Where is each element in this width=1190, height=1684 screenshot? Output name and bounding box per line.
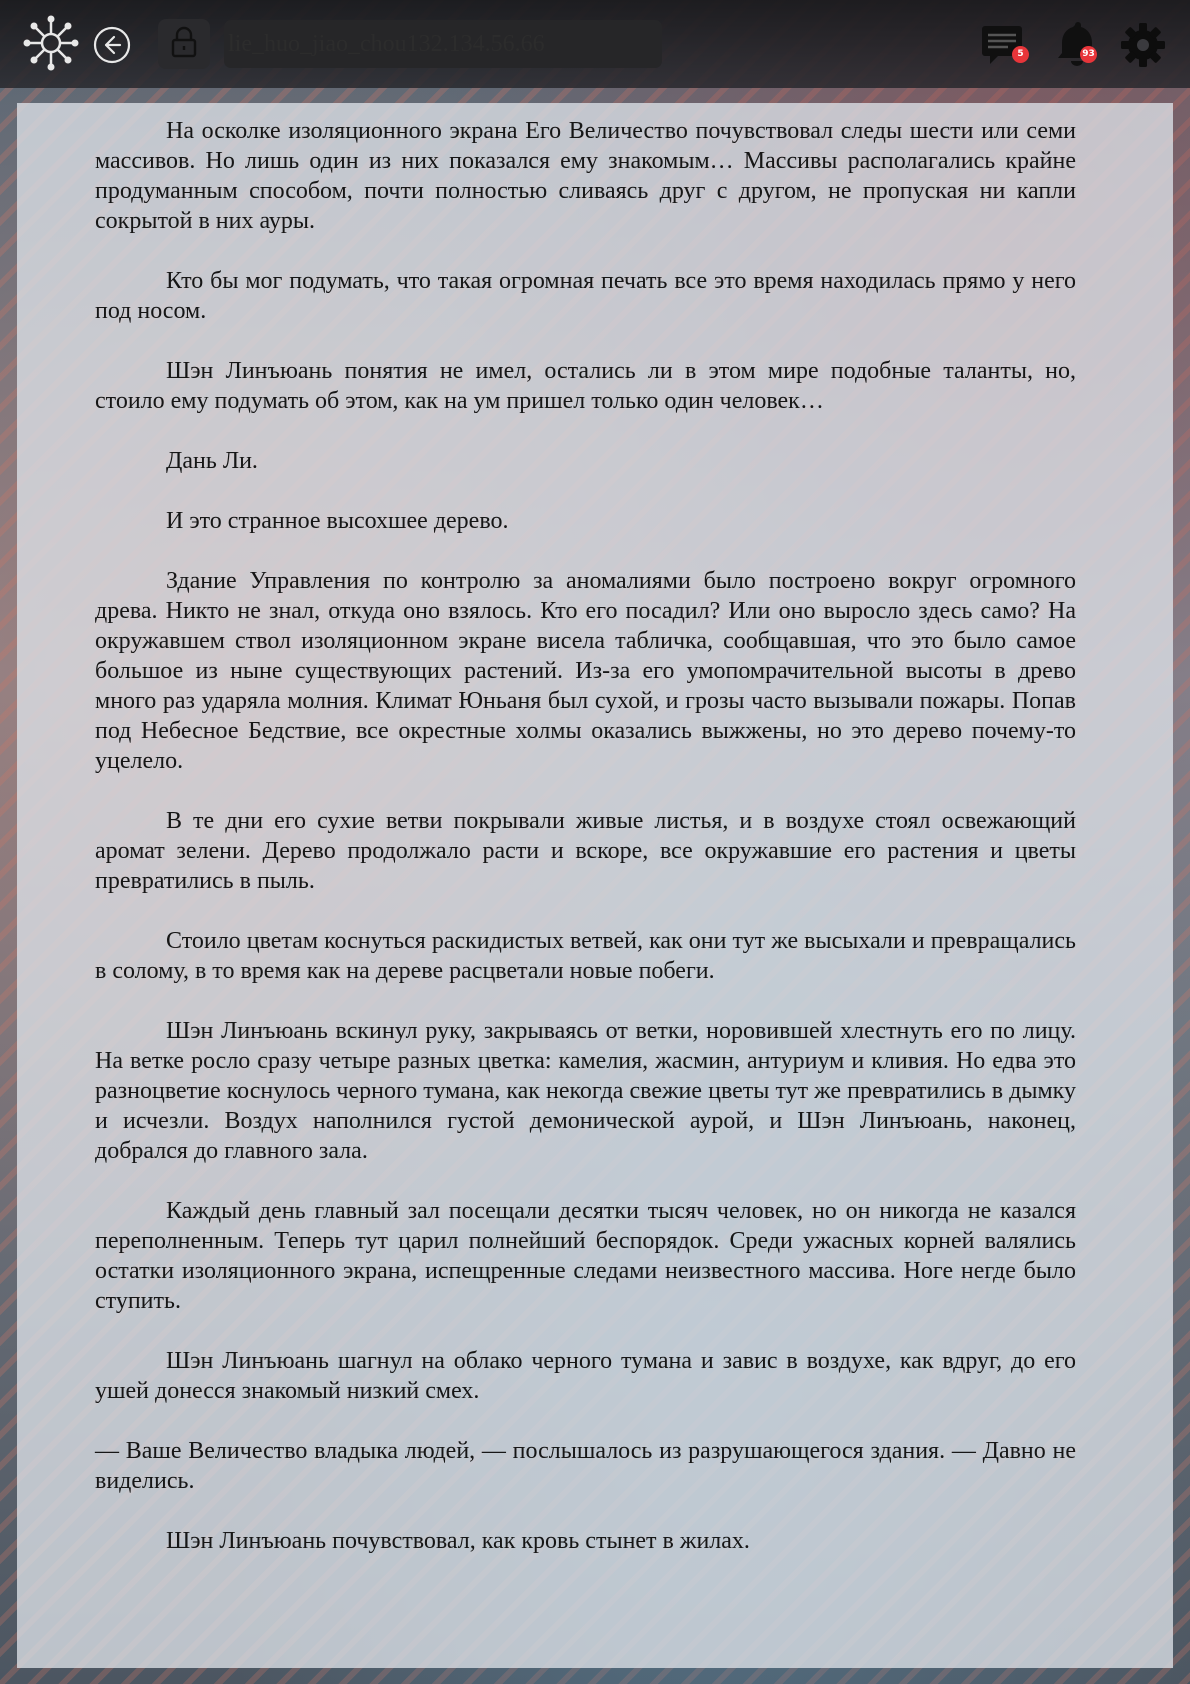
- paragraph: Здание Управления по контролю за аномалиями было построено вокруг огромного древа. Никто не знал, откуда оно взялось. Кто его посадил? Или оно выросло здесь само? На окружавшем ствол изоляционном экране висела табличка, сообщавшая, что это было самое большое из ныне существующих растений. Из-за его умопомрачительной высоты в древо много раз ударяла молния. Климат Юньаня был сухой, и грозы часто вызывали пожары. Попав под Небесное Бедствие, все окрестные холмы оказались выжжены, но это дерево почему-то уцелело.: [95, 568, 1076, 774]
- paragraph: Шэн Линъюань почувствовал, как кровь стынет в жилах.: [166, 1528, 750, 1554]
- gear-icon: [1120, 55, 1166, 72]
- paragraph: Каждый день главный зал посещали десятки тысяч человек, но он никогда не казался переполненным. Теперь тут царил полнейший беспорядок. Среди ужасных корней валялись остатки изоляционного экрана, испещренные следами неизвестного массива. Ноге негде было ступить.: [95, 1198, 1076, 1314]
- lock-button[interactable]: [158, 19, 210, 69]
- paragraph: Дань Ли.: [166, 448, 258, 474]
- top-bar: [0, 0, 1190, 88]
- paragraph: Кто бы мог подумать, что такая огромная печать все это время находилась прямо у него под носом.: [95, 268, 1076, 324]
- notifications-button[interactable]: [1054, 22, 1100, 68]
- settings-button[interactable]: [1120, 22, 1166, 68]
- paragraph: Шэн Линъюань понятия не имел, остались ли в этом мире подобные таланты, но, стоило ему подумать об этом, как на ум пришел только один человек…: [95, 358, 1076, 414]
- paragraph: Шэн Линъюань вскинул руку, закрываясь от ветки, норовившей хлестнуть его по лицу. На ветке росло сразу четыре разных цветка: камелия, жасмин, антуриум и кливия. Но едва это разноцветие коснулось черного тумана, как некогда свежие цветы тут же превратились в дымку и исчезли. Воздух наполнился густой демонической аурой, и Шэн Линъюань, наконец, добрался до главного зала.: [95, 1018, 1076, 1164]
- paragraph: Шэн Линъюань шагнул на облако черного тумана и завис в воздухе, как вдруг, до его ушей донесся знакомый низкий смех.: [95, 1348, 1076, 1404]
- messages-count-badge: 5: [1012, 46, 1029, 63]
- messages-button[interactable]: [980, 22, 1026, 68]
- lock-icon: [167, 25, 201, 64]
- paragraph: Стоило цветам коснуться раскидистых ветвей, как они тут же высыхали и превращались в солому, в то время как на дереве расцветали новые побеги.: [95, 928, 1076, 984]
- address-input[interactable]: [224, 20, 662, 68]
- paragraph: На осколке изоляционного экрана Его Величество почувствовал следы шести или семи массивов. Но лишь один из них показался ему знакомым… Массивы располагались крайне продуманным способом, почти полностью сливаясь друг с другом, не пропуская ни капли сокрытой в них ауры.: [95, 118, 1076, 234]
- network-logo-icon[interactable]: [22, 14, 80, 72]
- back-arrow-icon[interactable]: [92, 25, 132, 65]
- paragraph: — Ваше Величество владыка людей, — послышалось из разрушающегося здания. — Давно не виделись.: [95, 1438, 1076, 1494]
- paragraph: В те дни его сухие ветви покрывали живые листья, и в воздухе стоял освежающий аромат зелени. Дерево продолжало расти и вскоре, все окружавшие его растения и цветы превратились в пыль.: [95, 808, 1076, 894]
- chapter-text: [95, 116, 1076, 1586]
- notifications-count-badge: 93: [1080, 46, 1097, 63]
- paragraph: И это странное высохшее дерево.: [166, 508, 509, 534]
